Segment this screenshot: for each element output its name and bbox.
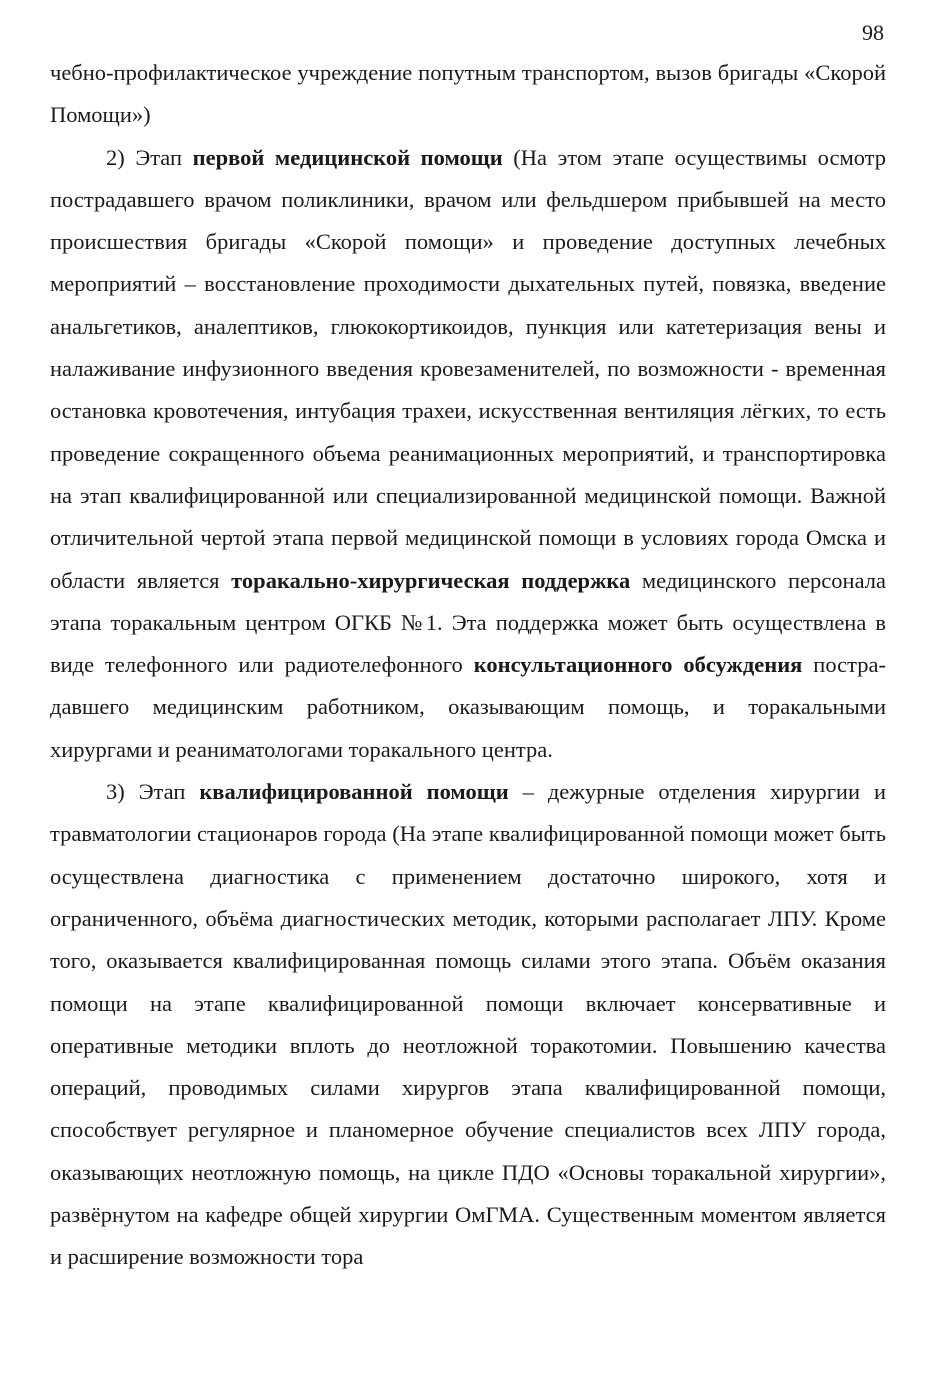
body-text: [50, 52, 886, 1279]
paragraph-first-aid-stage: [50, 137, 886, 771]
text-run: – дежурные отделения хирургии и травматологии стационаров города (На этапе квалифицированной помощи может быть осуществлена диагностика с применением достаточно широкого, хотя и ограниченного, объёма диагностических методик, которыми располагает ЛПУ. Кроме того, оказывается квалифицированная помощь силами этого этапа. Объём оказания помощи на этапе квалифицированной помощи включает консервативные и оперативные методики вплоть до неотложной торакотомии. Повышению качества операций, проводимых силами хирургов этапа квалифицированной помощи, способствует регулярное и планомерное обучение специалистов всех ЛПУ города, оказывающих неотложную помощь, на цикле ПДО «Основы торакальной хирургии», развёрнутом на кафедре общей хирургии ОмГМА. Существенным моментом является и расширение возможности тора: [50, 779, 886, 1270]
text-run: (На этом этапе осуществимы осмотр пострадавшего врачом поликлиники, врачом или фельдшером прибывшей на место происшествия бригады «Скорой помощи» и проведение доступных лечебных мероприятий – восстановление проходимости дыхательных путей, повязка, введение анальгетиков, аналептиков, глюкокортикоидов, пункция или катетеризация вены и налаживание инфузионного введения кровезаменителей, по возможности - временная остановка кровотечения, интубация трахеи, искусственная вентиляция лёгких, то есть проведение сокращенного объема реанимационных мероприятий, и транспортировка на этап квалифицированной или специализированной медицинской помощи. Важной отличительной чертой этапа первой медицинской помощи в условиях города Омска и области является: [50, 144, 887, 593]
page-number: 98: [862, 20, 884, 45]
paragraph-qualified-aid-stage: [50, 771, 886, 1279]
bold-term: торакально-хирургическая поддержка: [231, 567, 631, 593]
paragraph-continuation: [50, 52, 886, 137]
bold-term: первой медицинской помощи: [192, 144, 503, 170]
text-run: медицинского персонала этапа торакальным центром ОГКБ №1. Эта поддержка может быть осуществлена в виде телефонного или радиотелефонного: [50, 567, 886, 678]
text-run: 3) Этап: [106, 779, 200, 805]
text-run: чебно-профилактическое учреждение попутным транспортом, вызов бригады «Скорой Помощи»): [50, 60, 886, 128]
text-run: 2) Этап: [106, 144, 193, 170]
bold-term: консультационного обсуждения: [473, 652, 803, 678]
text-run: пострадавшего медицинским работником, оказывающим помощь, и торакальными хирургами и реаниматологами торакального центра.: [50, 652, 886, 762]
bold-term: квалифицированной помощи: [199, 779, 509, 805]
